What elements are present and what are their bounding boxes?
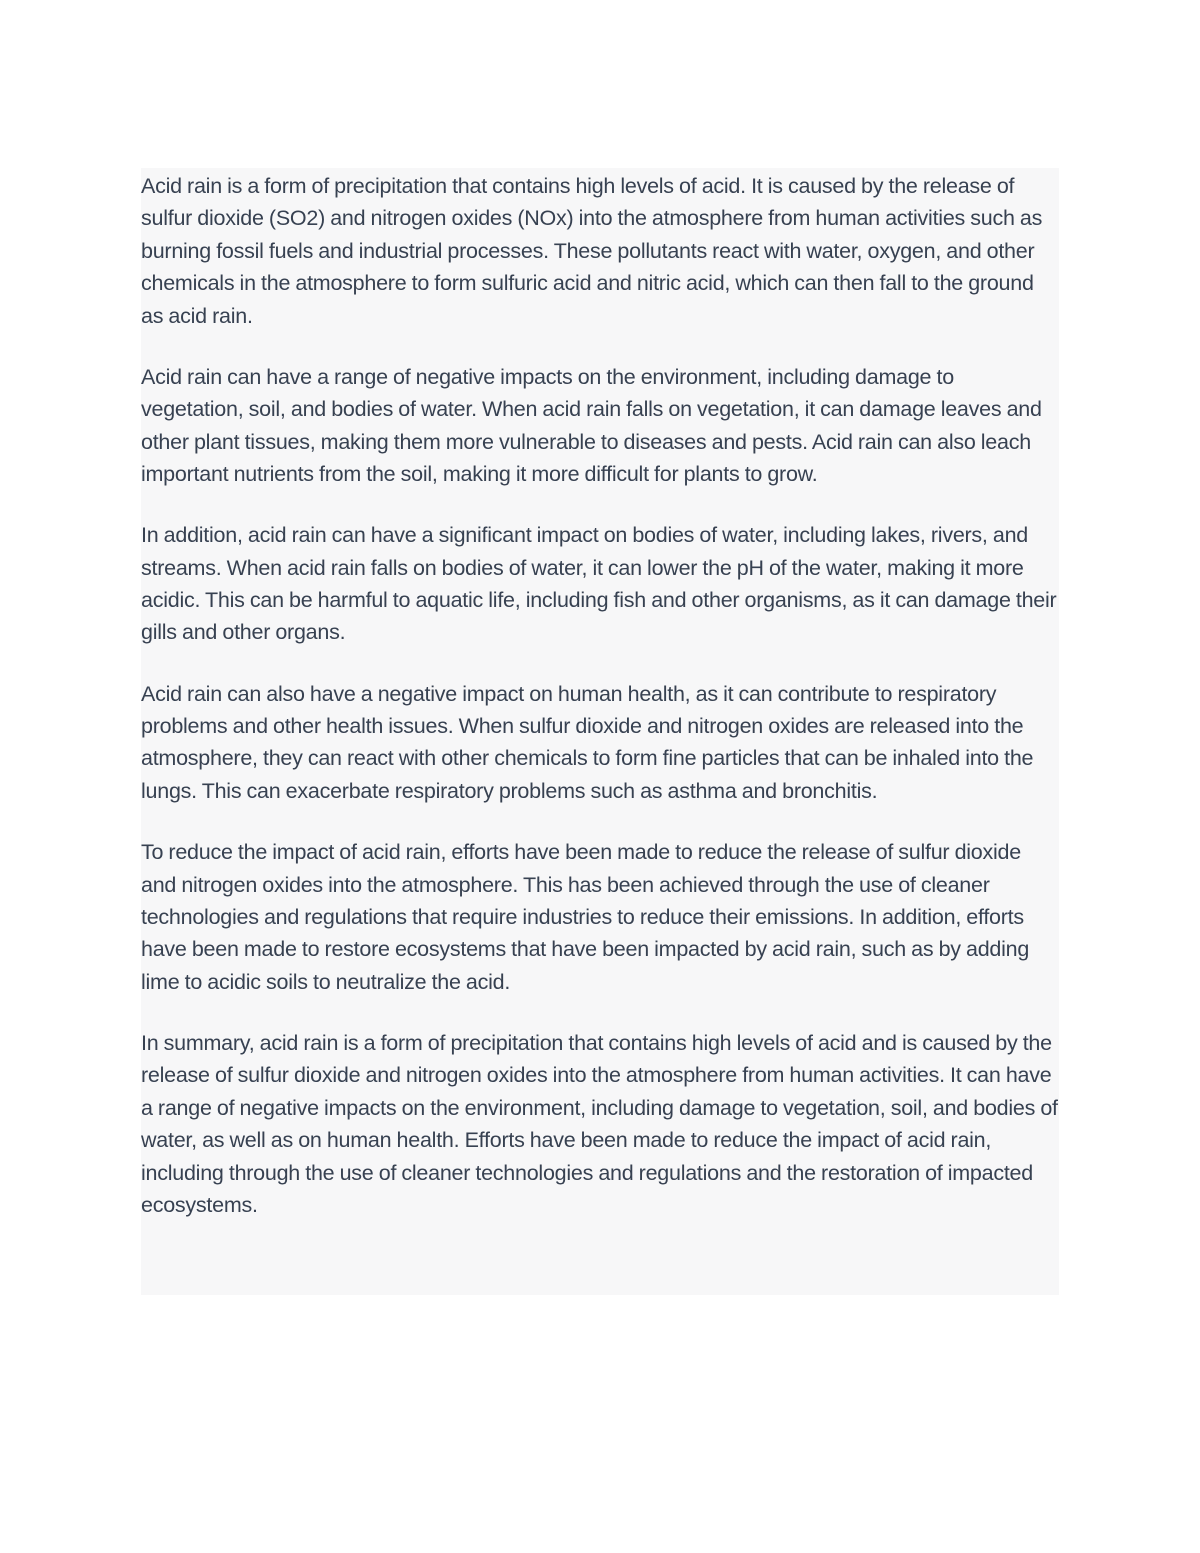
document-text-block [141,168,1059,1295]
paragraph-4: Acid rain can also have a negative impact on human health, as it can contribute to respiratory problems and other health issues. When sulfur dioxide and nitrogen oxides are released into the atmosphere, they can react with other chemicals to form fine particles that can be inhaled into the lungs. This can exacerbate respiratory problems such as asthma and bronchitis. [141,681,1034,803]
paragraph-2: Acid rain can have a range of negative impacts on the environment, including damage to vegetation, soil, and bodies of water. When acid rain falls on vegetation, it can damage leaves and other plant tissues, making them more vulnerable to diseases and pests. Acid rain can also leach important nutrients from the soil, making it more difficult for plants to grow. [141,364,1042,487]
paragraph-6: In summary, acid rain is a form of precipitation that contains high levels of acid and is caused by the release of sulfur dioxide and nitrogen oxides into the atmosphere from human activities. It can have a range of negative impacts on the environment, including damage to vegetation, soil, and bodies of water, as well as on human health. Efforts have been made to reduce the impact of acid rain, including through the use of cleaner technologies and regulations and the restoration of impacted ecosystems. [141,1030,1058,1217]
paragraph-3: In addition, acid rain can have a significant impact on bodies of water, including lakes, rivers, and streams. When acid rain falls on bodies of water, it can lower the pH of the water, making it more acidic. This can be harmful to aquatic life, including fish and other organisms, as it can damage their gills and other organs. [141,523,1057,645]
paragraph-1: Acid rain is a form of precipitation that contains high levels of acid. It is caused by the release of sulfur dioxide (SO2) and nitrogen oxides (NOx) into the atmosphere from human activities such as burning fossil fuels and industrial processes. These pollutants react with water, oxygen, and other chemicals in the atmosphere to form sulfuric acid and nitric acid, which can then fall to the ground as acid rain. [141,174,1043,328]
paragraph-5: To reduce the impact of acid rain, efforts have been made to reduce the release of sulfur dioxide and nitrogen oxides into the atmosphere. This has been achieved through the use of cleaner technologies and regulations that require industries to reduce their emissions. In addition, efforts have been made to restore ecosystems that have been impacted by acid rain, such as by adding lime to acidic soils to neutralize the acid. [141,840,1030,994]
